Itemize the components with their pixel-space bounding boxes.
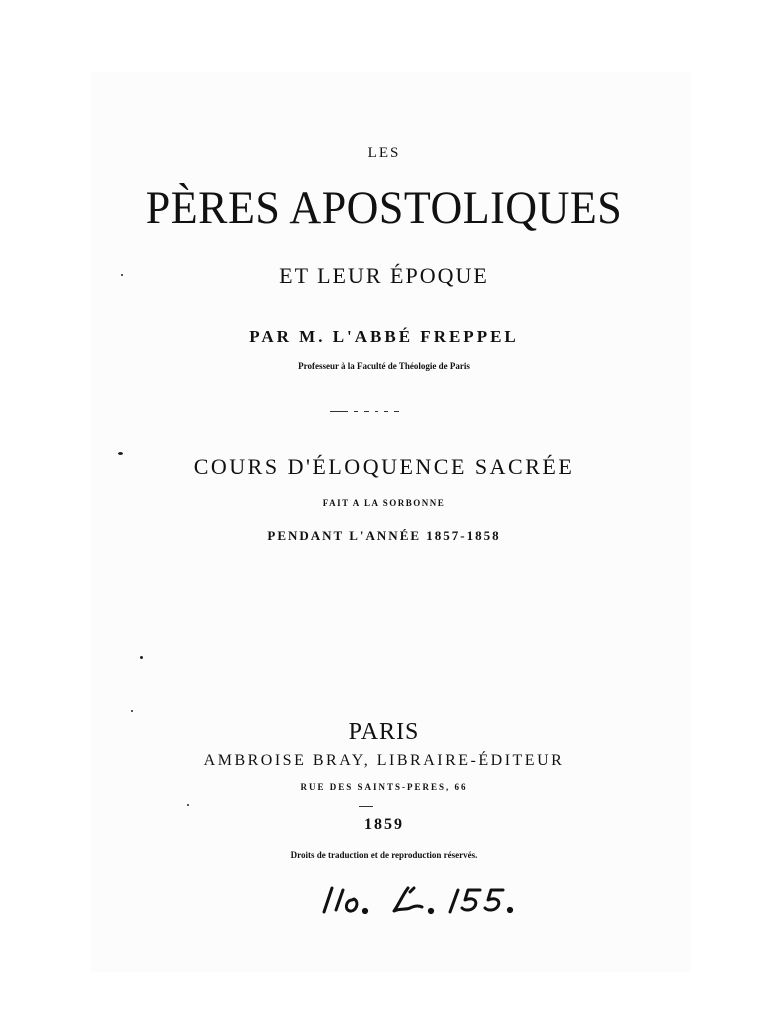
course-title: COURS D'ÉLOQUENCE SACRÉE — [193, 454, 575, 479]
ornamental-rule — [330, 411, 400, 414]
author-line: PAR M. L'ABBÉ FREPPEL — [249, 327, 519, 346]
course-year: PENDANT L'ANNÉE 1857-1858 — [267, 528, 501, 543]
title-article: LES — [367, 145, 401, 161]
imprint-city: PARIS — [348, 719, 420, 745]
imprint-address: RUE DES SAINTS-PERES, 66 — [300, 782, 468, 792]
scan-speck — [118, 452, 123, 455]
scan-speck — [121, 274, 123, 276]
book-subtitle: ET LEUR ÉPOQUE — [279, 263, 489, 288]
imprint-dash — [359, 806, 373, 807]
imprint-publisher: AMBROISE BRAY, LIBRAIRE-ÉDITEUR — [203, 752, 565, 769]
course-place: FAIT A LA SORBONNE — [322, 498, 446, 508]
scan-speck — [131, 710, 133, 712]
author-affiliation: Professeur à la Faculté de Théologie de Paris — [298, 361, 470, 371]
scan-speck — [140, 656, 143, 659]
imprint-year: 1859 — [364, 816, 404, 833]
handwritten-shelfmark — [310, 880, 540, 920]
scan-speck — [187, 804, 189, 806]
rights-notice: Droits de traduction et de reproduction réservés. — [290, 850, 478, 860]
book-title: PÈRES APOSTOLIQUES — [145, 181, 623, 234]
